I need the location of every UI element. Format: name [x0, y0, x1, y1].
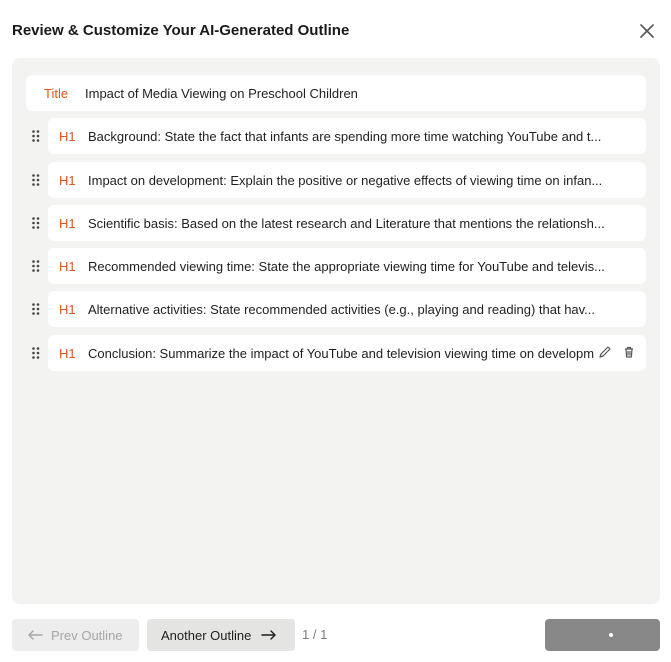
generate-button[interactable]: [545, 619, 660, 651]
heading-level-tag: H1: [59, 128, 76, 144]
delete-button[interactable]: [622, 345, 636, 359]
arrow-left-icon: [27, 628, 43, 643]
outline-item-text[interactable]: Impact on development: Explain the positive or negative effects of viewing time on infan...: [88, 172, 603, 188]
another-outline-label: Another Outline: [161, 627, 252, 643]
outline-item[interactable]: [26, 118, 646, 154]
outline-item-card[interactable]: [48, 291, 646, 327]
outline-panel: [12, 58, 660, 604]
edit-button[interactable]: [598, 345, 612, 359]
outline-item-text[interactable]: Alternative activities: State recommended activities (e.g., playing and reading) that hav...: [88, 301, 596, 317]
title-tag: Title: [44, 85, 69, 101]
heading-level-tag: H1: [59, 345, 76, 361]
drag-handle-icon: [32, 347, 40, 359]
drag-handle[interactable]: [26, 335, 48, 371]
drag-handle[interactable]: [26, 248, 48, 284]
heading-level-tag: H1: [59, 172, 76, 188]
heading-level-tag: H1: [59, 258, 76, 274]
outline-item[interactable]: [26, 335, 646, 371]
loading-dot-icon: [609, 633, 613, 637]
close-button[interactable]: [637, 21, 657, 41]
outline-item[interactable]: [26, 291, 646, 327]
outline-item-text[interactable]: Scientific basis: Based on the latest research and Literature that mentions the relationsh...: [88, 215, 605, 231]
drag-handle-icon: [32, 130, 40, 142]
heading-level-tag: H1: [59, 301, 76, 317]
outline-item-card[interactable]: [48, 335, 646, 371]
dialog-title: Review & Customize Your AI-Generated Outline: [12, 22, 350, 39]
row-actions: [598, 345, 636, 359]
outline-title-row[interactable]: [26, 75, 646, 111]
outline-item-text[interactable]: Background: State the fact that infants are spending more time watching YouTube and t...: [88, 128, 602, 144]
drag-handle[interactable]: [26, 162, 48, 198]
another-outline-button[interactable]: [147, 619, 295, 651]
outline-item[interactable]: [26, 248, 646, 284]
outline-item-card[interactable]: [48, 162, 646, 198]
drag-handle[interactable]: [26, 205, 48, 241]
drag-handle-icon: [32, 260, 40, 272]
drag-handle-icon: [32, 303, 40, 315]
close-icon: [637, 21, 657, 41]
outline-title-text[interactable]: Impact of Media Viewing on Preschool Children: [85, 85, 358, 101]
outline-item[interactable]: [26, 205, 646, 241]
dialog-header: [12, 20, 659, 44]
page-indicator: 1 / 1: [302, 627, 328, 642]
prev-outline-label: Prev Outline: [51, 627, 123, 643]
drag-handle-icon: [32, 174, 40, 186]
drag-handle-icon: [32, 217, 40, 229]
drag-handle[interactable]: [26, 291, 48, 327]
outline-item-card[interactable]: [48, 118, 646, 154]
outline-item-card[interactable]: [48, 248, 646, 284]
outline-item[interactable]: [26, 162, 646, 198]
drag-handle[interactable]: [26, 118, 48, 154]
outline-item-text[interactable]: Recommended viewing time: State the appropriate viewing time for YouTube and televis...: [88, 258, 605, 274]
outline-item-card[interactable]: [48, 205, 646, 241]
trash-icon: [622, 345, 636, 359]
pencil-icon: [598, 345, 612, 359]
arrow-right-icon: [261, 628, 277, 643]
dialog-footer: [12, 619, 660, 651]
outline-item-text[interactable]: Conclusion: Summarize the impact of YouTube and television viewing time on developm: [88, 345, 595, 361]
heading-level-tag: H1: [59, 215, 76, 231]
prev-outline-button[interactable]: [12, 619, 139, 651]
